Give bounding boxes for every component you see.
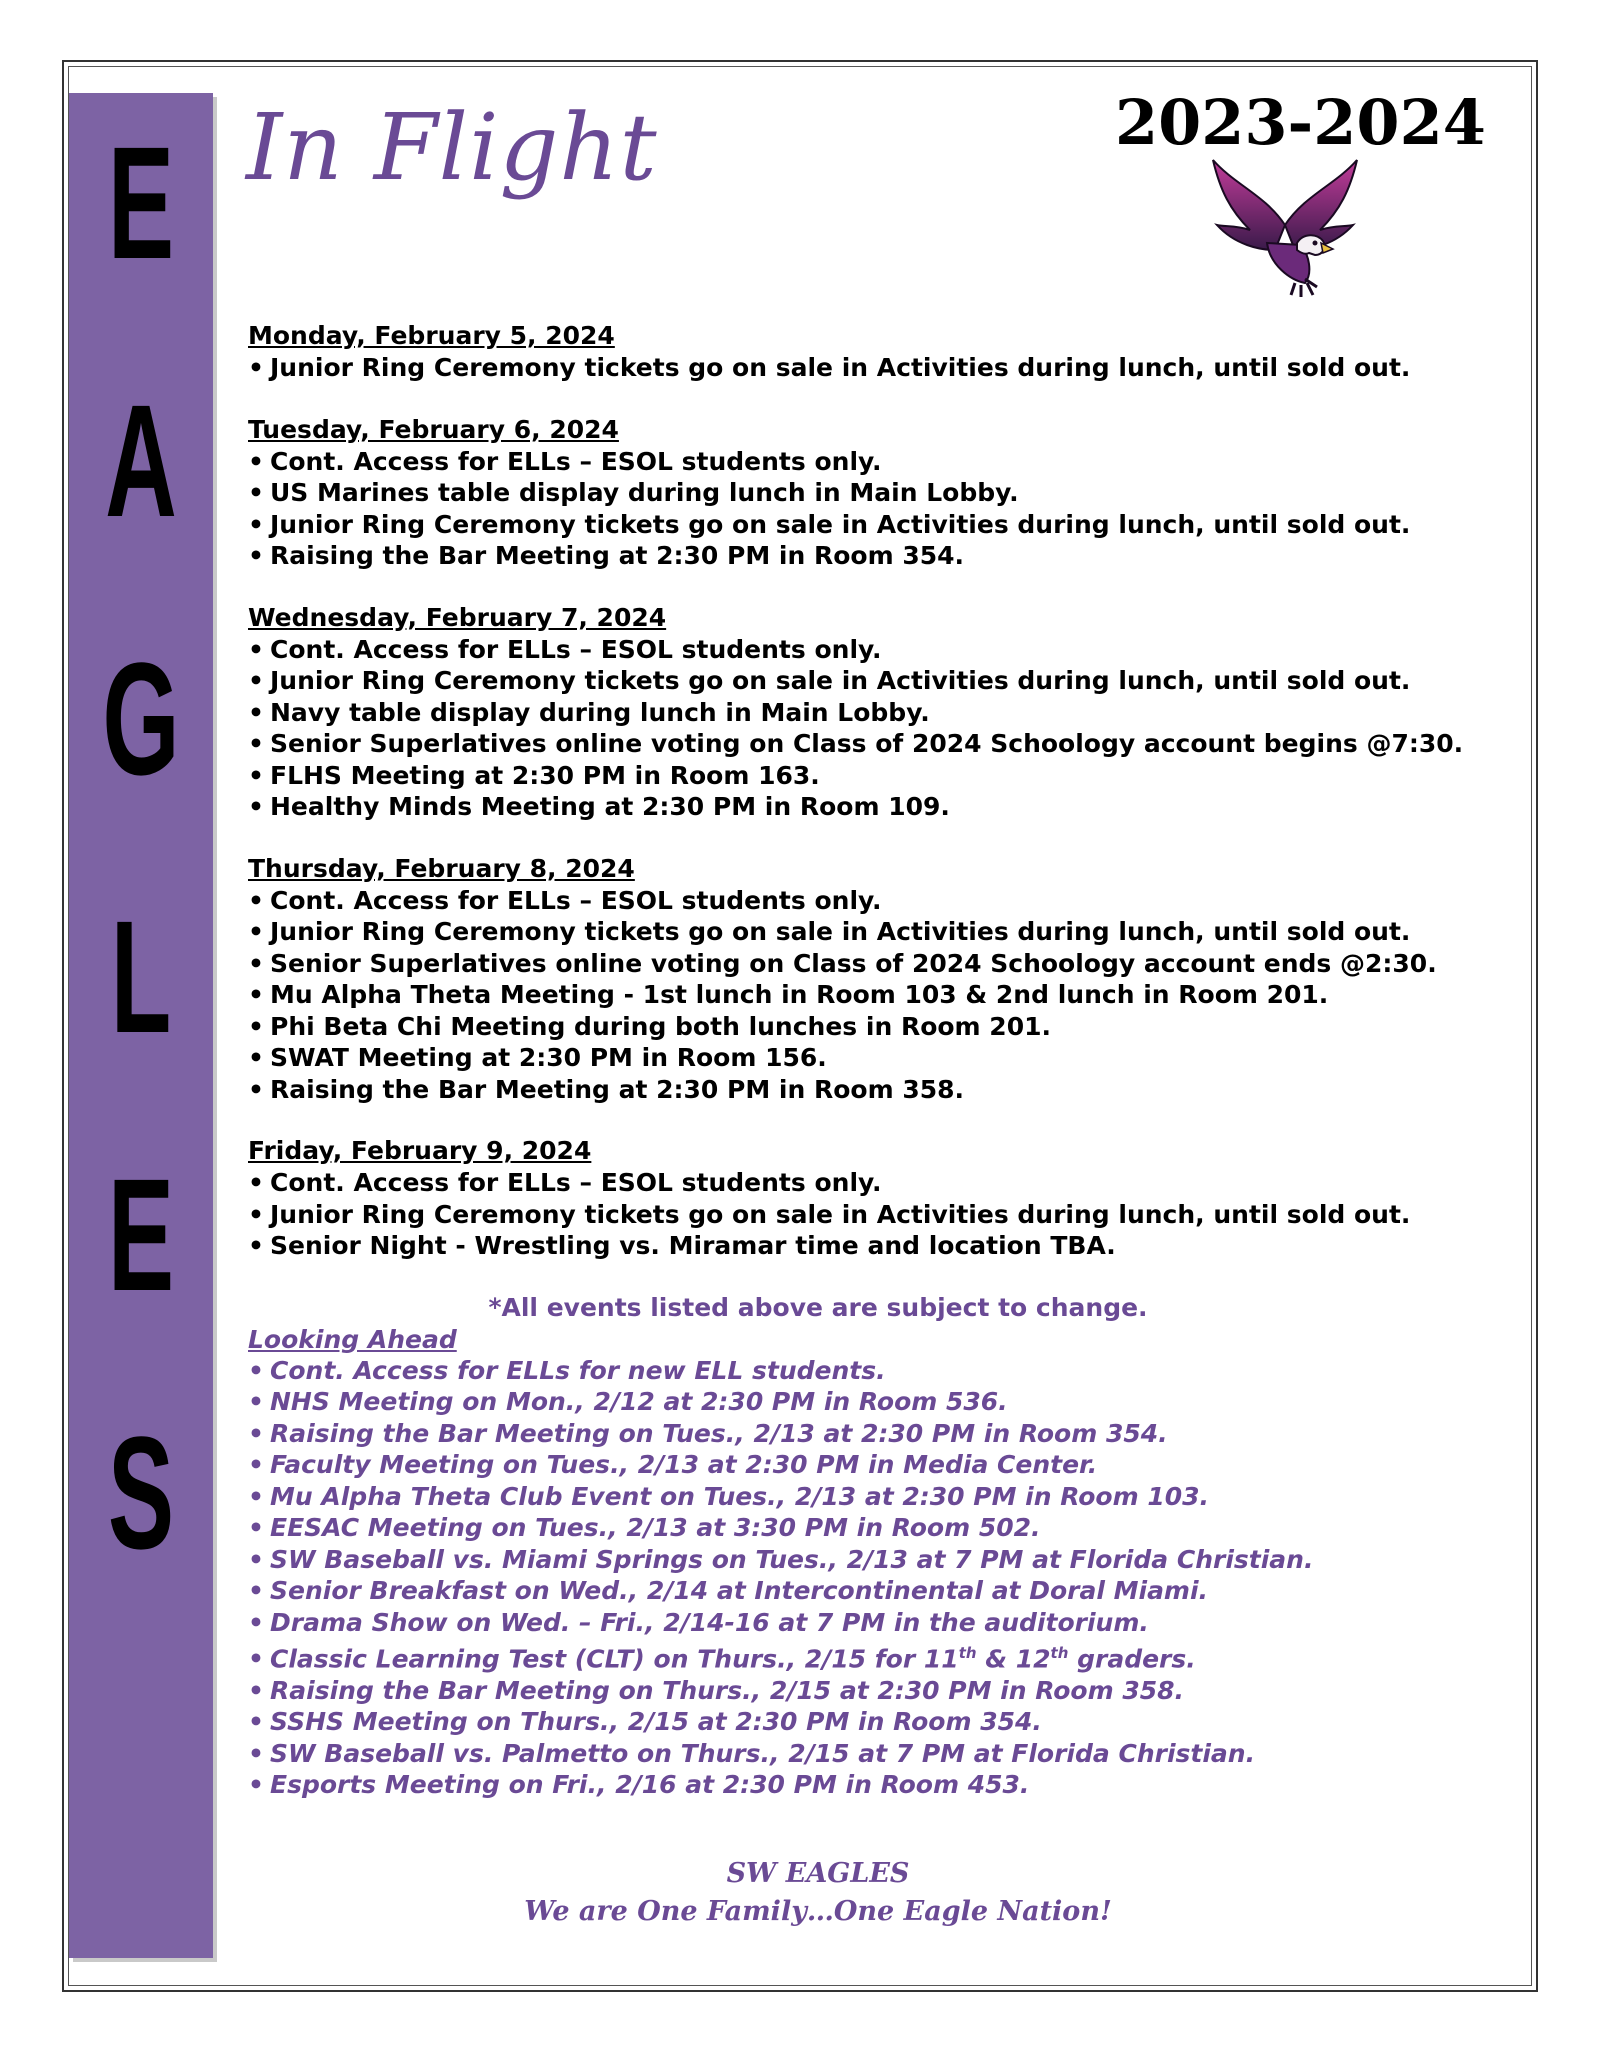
bullet-icon: • <box>248 760 264 790</box>
bullet-icon: • <box>248 1675 264 1705</box>
event-text: Junior Ring Ceremony tickets go on sale in Activities during lunch, until sold out. <box>270 353 1411 382</box>
upcoming-text: & 12 <box>976 1644 1051 1674</box>
upcoming-item <box>248 1575 1518 1607</box>
bullet-icon: • <box>248 478 264 507</box>
event-item <box>248 1167 1518 1199</box>
bullet-icon: • <box>248 541 264 570</box>
bullet-icon: • <box>248 1513 264 1542</box>
upcoming-text: Mu Alpha Theta Club Event on Tues., 2/13 at 2:30 PM in Room 103. <box>270 1481 1210 1511</box>
upcoming-text: Classic Learning Test (CLT) on Thurs., 2/15 for 11 <box>270 1644 959 1674</box>
upcoming-text: Esports Meeting on Fri., 2/16 at 2:30 PM in Room 453. <box>270 1770 1030 1800</box>
upcoming-item <box>248 1449 1518 1481</box>
bullet-icon: • <box>248 1450 264 1479</box>
day-heading: Monday, February 5, 2024 <box>248 321 615 350</box>
upcoming-item <box>248 1544 1518 1576</box>
upcoming-text: Faculty Meeting on Tues., 2/13 at 2:30 PM in Media Center. <box>270 1450 1098 1479</box>
upcoming-text: Cont. Access for ELLs for new ELL students. <box>270 1355 886 1385</box>
event-text: Cont. Access for ELLs – ESOL students only. <box>270 446 882 476</box>
event-text: SWAT Meeting at 2:30 PM in Room 156. <box>270 1043 827 1072</box>
event-item <box>248 446 1518 478</box>
event-text: Phi Beta Chi Meeting during both lunches in Room 201. <box>270 1011 1051 1041</box>
event-item <box>248 1042 1518 1074</box>
day-block <box>248 414 1518 572</box>
bullet-icon: • <box>248 634 264 664</box>
bullet-icon: • <box>248 1387 264 1416</box>
school-year: 2023-2024 <box>1115 86 1486 159</box>
bullet-icon: • <box>248 917 264 946</box>
upcoming-text: Drama Show on Wed. – Fri., 2/14-16 at 7 PM in the auditorium. <box>270 1607 1149 1637</box>
event-item <box>248 665 1518 697</box>
event-text: Raising the Bar Meeting at 2:30 PM in Room 358. <box>270 1074 965 1104</box>
event-text: Senior Superlatives online voting on Class of 2024 Schoology account ends @2:30. <box>270 948 1437 978</box>
upcoming-text: Raising the Bar Meeting on Thurs., 2/15 at 2:30 PM in Room 358. <box>270 1675 1185 1705</box>
upcoming-text: th <box>958 1644 977 1662</box>
event-text: Junior Ring Ceremony tickets go on sale in Activities during lunch, until sold out. <box>270 1199 1411 1229</box>
banner-letter: S <box>107 1403 175 1582</box>
upcoming-item <box>248 1355 1518 1387</box>
day-heading: Tuesday, February 6, 2024 <box>248 414 619 444</box>
bullet-icon: • <box>248 1074 264 1104</box>
event-item <box>248 477 1518 509</box>
event-text: Navy table display during lunch in Main Lobby. <box>270 697 930 727</box>
looking-ahead-heading: Looking Ahead <box>248 1324 457 1354</box>
bullet-icon: • <box>248 729 264 758</box>
bullet-icon: • <box>248 885 264 915</box>
bullet-icon: • <box>248 353 264 382</box>
day-block <box>248 320 1518 384</box>
bullet-icon: • <box>248 1043 264 1072</box>
bullet-icon: • <box>248 1199 264 1229</box>
newsletter-title: In Flight <box>246 94 658 201</box>
bullet-icon: • <box>248 1770 264 1800</box>
event-item <box>248 352 1518 384</box>
bullet-icon: • <box>248 980 264 1009</box>
bullet-icon: • <box>248 1576 264 1605</box>
bullet-icon: • <box>248 1355 264 1385</box>
event-item <box>248 979 1518 1011</box>
footer-motto: We are One Family…One Eagle Nation! <box>524 1896 1112 1927</box>
event-item <box>248 885 1518 917</box>
upcoming-item <box>248 1638 1518 1675</box>
event-text: Cont. Access for ELLs – ESOL students only. <box>270 885 882 915</box>
upcoming-text: graders. <box>1068 1644 1196 1674</box>
bullet-icon: • <box>248 1544 264 1574</box>
day-block <box>248 602 1518 823</box>
upcoming-text: Senior Breakfast on Wed., 2/14 at Intercontinental at Doral Miami. <box>270 1576 1209 1605</box>
event-item <box>248 1011 1518 1043</box>
event-item <box>248 948 1518 980</box>
event-item <box>248 728 1518 760</box>
footer <box>248 1855 1388 1931</box>
bullet-icon: • <box>248 1481 264 1511</box>
banner-letter: E <box>107 1145 175 1324</box>
event-text: Raising the Bar Meeting at 2:30 PM in Room 354. <box>270 541 965 570</box>
banner-letter: L <box>110 887 172 1066</box>
upcoming-text: EESAC Meeting on Tues., 2/13 at 3:30 PM in Room 502. <box>270 1513 1041 1542</box>
event-item <box>248 1230 1518 1262</box>
upcoming-item <box>248 1481 1518 1513</box>
disclaimer: *All events listed above are subject to change. <box>488 1292 1148 1322</box>
event-text: Healthy Minds Meeting at 2:30 PM in Room 109. <box>270 792 950 821</box>
bullet-icon: • <box>248 792 264 821</box>
bullet-icon: • <box>248 1168 264 1197</box>
upcoming-text: SW Baseball vs. Miami Springs on Tues., 2/13 at 7 PM at Florida Christian. <box>270 1544 1314 1574</box>
event-item <box>248 540 1518 572</box>
event-item <box>248 791 1518 823</box>
bullet-icon: • <box>248 509 264 539</box>
banner-letter: A <box>105 371 177 550</box>
event-text: FLHS Meeting at 2:30 PM in Room 163. <box>270 760 820 790</box>
upcoming-item <box>248 1607 1518 1639</box>
event-text: Cont. Access for ELLs – ESOL students only. <box>270 634 882 664</box>
event-text: Junior Ring Ceremony tickets go on sale in Activities during lunch, until sold out. <box>270 917 1411 946</box>
upcoming-text: SW Baseball vs. Palmetto on Thurs., 2/15 at 7 PM at Florida Christian. <box>270 1738 1256 1768</box>
weekly-schedule <box>248 320 1518 1801</box>
upcoming-item <box>248 1769 1518 1801</box>
bullet-icon: • <box>248 1707 264 1737</box>
bullet-icon: • <box>248 1644 264 1674</box>
bullet-icon: • <box>248 666 264 695</box>
upcoming-text: th <box>1050 1644 1069 1662</box>
upcoming-text: NHS Meeting on Mon., 2/12 at 2:30 PM in Room 536. <box>270 1387 1008 1416</box>
day-heading: Wednesday, February 7, 2024 <box>248 602 667 632</box>
event-text: Senior Superlatives online voting on Class of 2024 Schoology account begins @7:30. <box>270 729 1464 758</box>
bullet-icon: • <box>248 1738 264 1768</box>
event-text: Junior Ring Ceremony tickets go on sale in Activities during lunch, until sold out. <box>270 509 1411 539</box>
day-block <box>248 1135 1518 1262</box>
upcoming-item <box>248 1386 1518 1418</box>
footer-school: SW EAGLES <box>726 1858 910 1889</box>
bullet-icon: • <box>248 1011 264 1041</box>
banner-letter: G <box>102 629 180 808</box>
event-item <box>248 634 1518 666</box>
bullet-icon: • <box>248 446 264 476</box>
event-item <box>248 1199 1518 1231</box>
day-heading: Friday, February 9, 2024 <box>248 1136 592 1165</box>
eagles-side-banner <box>69 93 213 1958</box>
upcoming-item <box>248 1706 1518 1738</box>
bullet-icon: • <box>248 1607 264 1637</box>
event-item <box>248 1074 1518 1106</box>
bullet-icon: • <box>248 1231 264 1260</box>
upcoming-item <box>248 1675 1518 1707</box>
day-heading: Thursday, February 8, 2024 <box>248 853 635 883</box>
upcoming-text: Raising the Bar Meeting on Tues., 2/13 at 2:30 PM in Room 354. <box>270 1418 1168 1448</box>
bullet-icon: • <box>248 1418 264 1448</box>
banner-letter: E <box>107 113 175 292</box>
upcoming-item <box>248 1512 1518 1544</box>
bullet-icon: • <box>248 948 264 978</box>
event-item <box>248 509 1518 541</box>
upcoming-text: SSHS Meeting on Thurs., 2/15 at 2:30 PM in Room 354. <box>270 1707 1042 1737</box>
upcoming-item <box>248 1738 1518 1770</box>
event-text: Cont. Access for ELLs – ESOL students only. <box>270 1168 882 1197</box>
event-item <box>248 760 1518 792</box>
event-text: Senior Night - Wrestling vs. Miramar time and location TBA. <box>270 1231 1116 1260</box>
event-text: US Marines table display during lunch in Main Lobby. <box>270 478 1019 507</box>
event-text: Mu Alpha Theta Meeting - 1st lunch in Room 103 & 2nd lunch in Room 201. <box>270 980 1329 1009</box>
day-block <box>248 853 1518 1106</box>
bullet-icon: • <box>248 697 264 727</box>
upcoming-item <box>248 1418 1518 1450</box>
eagle-icon <box>1205 155 1365 305</box>
event-text: Junior Ring Ceremony tickets go on sale in Activities during lunch, until sold out. <box>270 666 1411 695</box>
event-item <box>248 697 1518 729</box>
event-item <box>248 916 1518 948</box>
